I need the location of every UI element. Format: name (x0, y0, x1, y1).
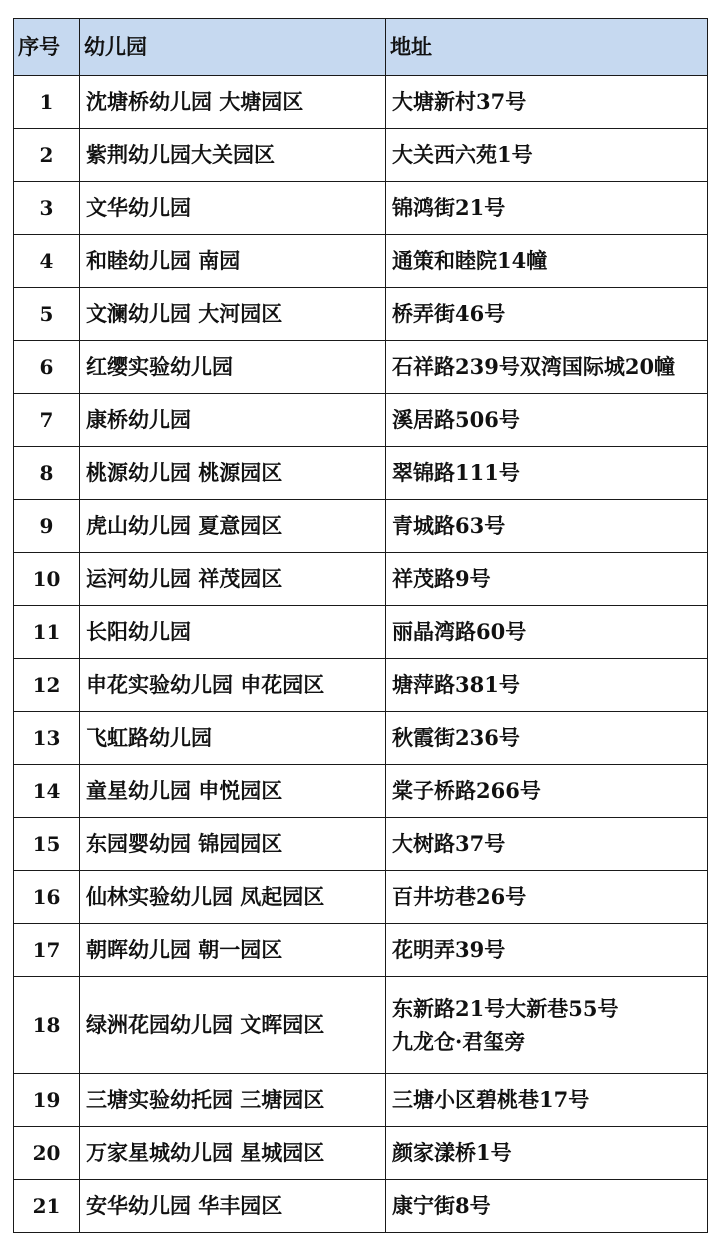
row-index: 18 (14, 977, 80, 1074)
kindergarten-name: 朝晖幼儿园 朝一园区 (80, 924, 386, 977)
kindergarten-name: 万家星城幼儿园 星城园区 (80, 1127, 386, 1180)
kindergarten-name: 东园婴幼园 锦园园区 (80, 818, 386, 871)
table-row (14, 1127, 708, 1180)
header-name: 幼儿园 (80, 19, 386, 76)
kindergarten-name: 运河幼儿园 祥茂园区 (80, 553, 386, 606)
address-line: 石祥路239号双湾国际城20幢 (392, 354, 676, 379)
table-row (14, 235, 708, 288)
address-line: 大塘新村37号 (392, 89, 527, 114)
kindergarten-address (386, 712, 708, 765)
kindergarten-name: 红缨实验幼儿园 (80, 341, 386, 394)
row-index: 2 (14, 129, 80, 182)
kindergarten-address (386, 1180, 708, 1233)
address-line: 塘萍路381号 (392, 672, 520, 697)
row-index: 11 (14, 606, 80, 659)
address-line: 花明弄39号 (392, 937, 506, 962)
table-row (14, 659, 708, 712)
table-row (14, 288, 708, 341)
address-line: 锦鸿街21号 (392, 195, 506, 220)
table-row (14, 129, 708, 182)
header-index: 序号 (14, 19, 80, 76)
kindergarten-table (13, 18, 708, 1233)
table-header (14, 19, 708, 76)
kindergarten-address (386, 500, 708, 553)
row-index: 10 (14, 553, 80, 606)
address-line: 东新路21号大新巷55号 (392, 996, 619, 1021)
kindergarten-address (386, 1074, 708, 1127)
address-line: 棠子桥路266号 (392, 778, 541, 803)
row-index: 19 (14, 1074, 80, 1127)
kindergarten-name: 安华幼儿园 华丰园区 (80, 1180, 386, 1233)
table-row (14, 182, 708, 235)
address-line: 康宁街8号 (392, 1193, 491, 1218)
kindergarten-name: 康桥幼儿园 (80, 394, 386, 447)
row-index: 14 (14, 765, 80, 818)
address-line: 翠锦路111号 (392, 460, 520, 485)
table-row (14, 500, 708, 553)
kindergarten-name: 绿洲花园幼儿园 文晖园区 (80, 977, 386, 1074)
kindergarten-address (386, 553, 708, 606)
address-line: 三塘小区碧桃巷17号 (392, 1087, 590, 1112)
kindergarten-name: 飞虹路幼儿园 (80, 712, 386, 765)
kindergarten-address (386, 765, 708, 818)
kindergarten-name: 申花实验幼儿园 申花园区 (80, 659, 386, 712)
header-address: 地址 (386, 19, 708, 76)
kindergarten-name: 沈塘桥幼儿园 大塘园区 (80, 76, 386, 129)
address-line: 百井坊巷26号 (392, 884, 527, 909)
table-row (14, 1180, 708, 1233)
row-index: 7 (14, 394, 80, 447)
address-line: 祥茂路9号 (392, 566, 491, 591)
row-index: 13 (14, 712, 80, 765)
kindergarten-address (386, 394, 708, 447)
kindergarten-name: 仙林实验幼儿园 凤起园区 (80, 871, 386, 924)
address-line: 青城路63号 (392, 513, 506, 538)
kindergarten-address (386, 129, 708, 182)
kindergarten-name: 长阳幼儿园 (80, 606, 386, 659)
kindergarten-name: 紫荆幼儿园大关园区 (80, 129, 386, 182)
kindergarten-address (386, 977, 708, 1074)
kindergarten-address (386, 818, 708, 871)
kindergarten-address (386, 182, 708, 235)
kindergarten-address (386, 341, 708, 394)
address-line: 桥弄街46号 (392, 301, 506, 326)
row-index: 9 (14, 500, 80, 553)
row-index: 17 (14, 924, 80, 977)
table-row (14, 606, 708, 659)
kindergarten-address (386, 288, 708, 341)
address-line: 秋霞街236号 (392, 725, 520, 750)
address-line: 大关西六苑1号 (392, 142, 533, 167)
kindergarten-name: 和睦幼儿园 南园 (80, 235, 386, 288)
kindergarten-address (386, 924, 708, 977)
table-row (14, 818, 708, 871)
address-line: 大树路37号 (392, 831, 506, 856)
row-index: 5 (14, 288, 80, 341)
row-index: 12 (14, 659, 80, 712)
table-row (14, 341, 708, 394)
kindergarten-name: 文华幼儿园 (80, 182, 386, 235)
kindergarten-address (386, 871, 708, 924)
row-index: 21 (14, 1180, 80, 1233)
kindergarten-address (386, 606, 708, 659)
table-row (14, 394, 708, 447)
row-index: 20 (14, 1127, 80, 1180)
table-row (14, 977, 708, 1074)
table-body (14, 76, 708, 1233)
row-index: 15 (14, 818, 80, 871)
kindergarten-address (386, 1127, 708, 1180)
row-index: 1 (14, 76, 80, 129)
kindergarten-address (386, 447, 708, 500)
kindergarten-name: 桃源幼儿园 桃源园区 (80, 447, 386, 500)
kindergarten-name: 文澜幼儿园 大河园区 (80, 288, 386, 341)
kindergarten-address (386, 659, 708, 712)
row-index: 16 (14, 871, 80, 924)
table-row (14, 712, 708, 765)
table-row (14, 871, 708, 924)
table-row (14, 1074, 708, 1127)
table-row (14, 765, 708, 818)
row-index: 3 (14, 182, 80, 235)
header-row (14, 19, 708, 76)
row-index: 8 (14, 447, 80, 500)
table-row (14, 447, 708, 500)
address-line: 颜家漾桥1号 (392, 1140, 512, 1165)
table-row (14, 76, 708, 129)
address-line: 九龙仓·君玺旁 (392, 1029, 526, 1054)
table-row (14, 924, 708, 977)
kindergarten-name: 虎山幼儿园 夏意园区 (80, 500, 386, 553)
kindergarten-address (386, 76, 708, 129)
row-index: 6 (14, 341, 80, 394)
kindergarten-name: 三塘实验幼托园 三塘园区 (80, 1074, 386, 1127)
address-line: 溪居路506号 (392, 407, 520, 432)
row-index: 4 (14, 235, 80, 288)
address-line: 通策和睦院14幢 (392, 248, 548, 273)
kindergarten-address (386, 235, 708, 288)
address-line: 丽晶湾路60号 (392, 619, 527, 644)
kindergarten-name: 童星幼儿园 申悦园区 (80, 765, 386, 818)
table-row (14, 553, 708, 606)
